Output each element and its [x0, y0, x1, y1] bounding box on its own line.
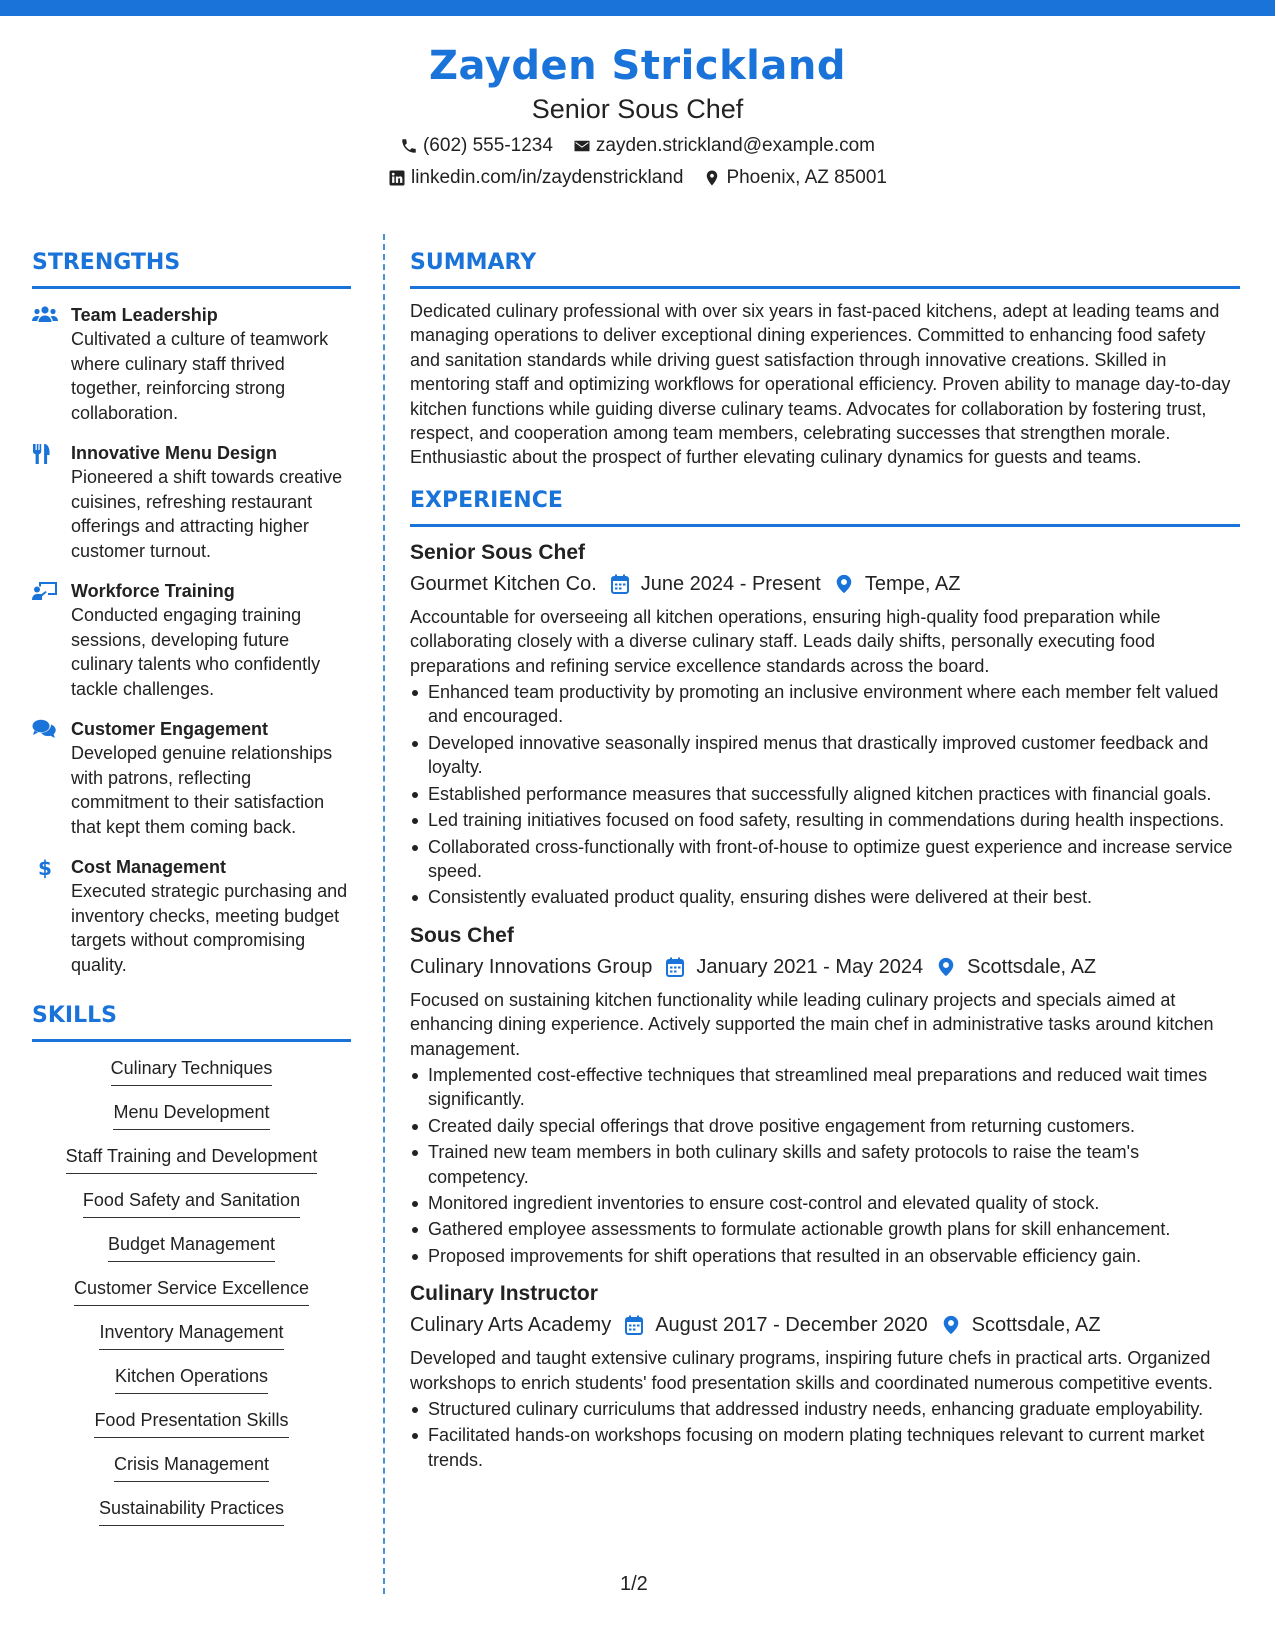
utensils-icon: [32, 443, 52, 465]
linkedin-contact[interactable]: [388, 166, 683, 190]
job-description: Accountable for overseeing all kitchen operations, ensuring high-quality food preparation while collaborating closely with a diverse culinary staff. Leads daily shifts, personally executing food preparations and refining service excellence standards across the board.: [410, 606, 1161, 676]
skill-item: Inventory Management: [99, 1320, 283, 1350]
bullet-item: Created daily special offerings that drove positive engagement from returning customers.: [410, 1114, 1240, 1138]
users-icon: [32, 305, 58, 325]
bullet-item: Consistently evaluated product quality, ensuring dishes were delivered at their best.: [410, 885, 1240, 909]
bullet-item: Enhanced team productivity by promoting an inclusive environment where each member felt valued and encouraged.: [410, 680, 1240, 729]
skill-item: Food Presentation Skills: [94, 1408, 288, 1438]
strength-item: [32, 579, 351, 701]
skill-item: Staff Training and Development: [66, 1144, 318, 1174]
job-dates: January 2021 - May 2024: [696, 955, 924, 978]
skills-heading: SKILLS: [32, 1003, 117, 1028]
job-title: Sous Chef: [410, 923, 514, 947]
map-marker-icon: [703, 169, 721, 187]
job-entry: [410, 922, 1240, 1268]
strength-item: [32, 717, 351, 839]
strength-desc: Cultivated a culture of teamwork where culinary staff thrived together, reinforcing strong collaboration.: [71, 329, 329, 423]
bullet-item: Established performance measures that successfully aligned kitchen practices with financial goals.: [410, 782, 1240, 806]
envelope-icon: [573, 137, 591, 155]
job-description: Developed and taught extensive culinary programs, inspiring future chefs in practical arts. Organized workshops to enrich students' food presentation skills and coordinated numerous competitive events.: [410, 1348, 1213, 1393]
linkedin-text[interactable]: linkedin.com/in/zaydenstrickland: [410, 167, 684, 188]
strength-item: [32, 855, 351, 977]
bullet-item: Facilitated hands-on workshops focusing on modern plating techniques relevant to current market trends.: [410, 1423, 1240, 1472]
job-location: Scottsdale, AZ: [967, 955, 1097, 978]
strength-item: [32, 441, 351, 563]
contact-row-1: [0, 134, 1275, 158]
location-contact: [703, 166, 887, 190]
job-title: Senior Sous Chef: [410, 540, 586, 564]
dollar-icon: $: [38, 856, 52, 880]
strength-desc: Executed strategic purchasing and inventory checks, meeting budget targets without compromising quality.: [71, 881, 348, 975]
job-company: Gourmet Kitchen Co.: [410, 572, 597, 595]
job-meta: [410, 1310, 1240, 1340]
candidate-name: Zayden Strickland: [429, 43, 846, 89]
job-bullets: [410, 1397, 1240, 1472]
strengths-heading: STRENGTHS: [32, 250, 181, 275]
strength-item: [32, 303, 351, 425]
comments-icon: [32, 719, 56, 739]
email-text[interactable]: zayden.strickland@example.com: [595, 135, 875, 156]
job-dates: June 2024 - Present: [640, 572, 821, 595]
candidate-title: Senior Sous Chef: [531, 94, 744, 124]
calendar-icon: [611, 574, 629, 594]
job-dates: August 2017 - December 2020: [655, 1314, 928, 1337]
job-bullets: [410, 680, 1240, 910]
phone-icon: [400, 137, 418, 155]
skills-list: [32, 1056, 351, 1540]
job-description: Focused on sustaining kitchen functionality while leading culinary projects and specials aimed at enhancing dining experience. Actively supported the main chef in administrative tasks around kitchen management.: [410, 989, 1214, 1059]
map-marker-icon: [942, 1315, 960, 1335]
map-marker-icon: [937, 957, 955, 977]
strength-title: Workforce Training: [71, 581, 235, 601]
page-number: 1/2: [620, 1573, 648, 1595]
email-contact[interactable]: [573, 134, 875, 158]
summary-rule: [410, 286, 1240, 289]
strength-title: Innovative Menu Design: [71, 443, 278, 463]
right-column: [410, 248, 1240, 1474]
bullet-item: Trained new team members in both culinary skills and safety protocols to raise the team's competency.: [410, 1140, 1240, 1189]
skill-item: Sustainability Practices: [99, 1496, 284, 1526]
bullet-item: Monitored ingredient inventories to ensure cost-control and elevated quality of stock.: [410, 1191, 1240, 1215]
strength-desc: Conducted engaging training sessions, developing future culinary talents who confidently tackle challenges.: [71, 605, 321, 699]
job-entry: [410, 539, 1240, 910]
experience-heading: EXPERIENCE: [410, 487, 563, 513]
bullet-item: Developed innovative seasonally inspired menus that drastically improved customer feedback and loyalty.: [410, 731, 1240, 780]
skill-item: Menu Development: [113, 1100, 269, 1130]
job-location: Tempe, AZ: [864, 572, 961, 595]
strengths-rule: [32, 286, 351, 289]
job-meta: [410, 952, 1240, 982]
skill-item: Budget Management: [108, 1232, 275, 1262]
summary-heading: SUMMARY: [410, 250, 537, 275]
strength-title: Cost Management: [71, 857, 227, 877]
job-entry: [410, 1280, 1240, 1472]
job-location: Scottsdale, AZ: [971, 1314, 1101, 1337]
strength-desc: Developed genuine relationships with patrons, reflecting commitment to their satisfaction that kept them coming back.: [71, 743, 333, 837]
skill-item: Food Safety and Sanitation: [83, 1188, 300, 1218]
skill-item: Kitchen Operations: [115, 1364, 268, 1394]
map-marker-icon: [835, 574, 853, 594]
job-bullets: [410, 1063, 1240, 1268]
job-title: Culinary Instructor: [410, 1282, 598, 1306]
location-text: Phoenix, AZ 85001: [726, 167, 888, 188]
strength-title: Team Leadership: [71, 305, 218, 325]
bullet-item: Led training initiatives focused on food safety, resulting in commendations during health inspections.: [410, 808, 1240, 832]
linkedin-icon: [388, 169, 406, 187]
skill-item: Customer Service Excellence: [74, 1276, 309, 1306]
skill-item: Crisis Management: [114, 1452, 269, 1482]
calendar-icon: [625, 1315, 643, 1335]
chalkboard-teacher-icon: [32, 581, 58, 601]
job-company: Culinary Arts Academy: [410, 1314, 612, 1337]
column-divider: [383, 234, 385, 1594]
strength-title: Customer Engagement: [71, 719, 269, 739]
skill-item: Culinary Techniques: [111, 1056, 273, 1086]
calendar-icon: [666, 957, 684, 977]
bullet-item: Collaborated cross-functionally with front-of-house to optimize guest experience and increase service speed.: [410, 835, 1240, 884]
contact-row-2: [0, 166, 1275, 190]
phone-contact: [400, 134, 553, 158]
job-meta: [410, 569, 1240, 599]
bullet-item: Proposed improvements for shift operations that resulted in an observable efficiency gain.: [410, 1244, 1240, 1268]
left-column: [32, 248, 351, 1540]
strengths-list: [32, 303, 351, 977]
bullet-item: Implemented cost-effective techniques that streamlined meal preparations and reduced wait times significantly.: [410, 1063, 1240, 1112]
summary-text: Dedicated culinary professional with over six years in fast-paced kitchens, adept at leading teams and managing operations to deliver exceptional dining experiences. Committed to enhancing food safety and sanitation standards while driving guest satisfaction through innovative creations. Skilled in mentoring staff and optimizing workflows for operational efficiency. Proven ability to manage day-to-day kitchen functions while guiding diverse culinary teams. Advocates for collaboration by fostering trust, respect, and cooperation among team members, celebrating successes that strengthen morale. Enthusiastic about the prospect of further elevating culinary dynamics for guests and teams.: [410, 301, 1231, 468]
top-accent-bar: [0, 0, 1275, 16]
phone-text: (602) 555-1234: [422, 135, 553, 156]
bullet-item: Gathered employee assessments to formulate actionable growth plans for skill enhancement.: [410, 1217, 1240, 1241]
bullet-item: Structured culinary curriculums that addressed industry needs, enhancing graduate employability.: [410, 1397, 1240, 1421]
skills-rule: [32, 1039, 351, 1042]
experience-rule: [410, 524, 1240, 527]
resume-header: [0, 40, 1275, 190]
strength-desc: Pioneered a shift towards creative cuisines, refreshing restaurant offerings and attracting higher customer turnout.: [71, 467, 343, 561]
job-company: Culinary Innovations Group: [410, 955, 653, 978]
